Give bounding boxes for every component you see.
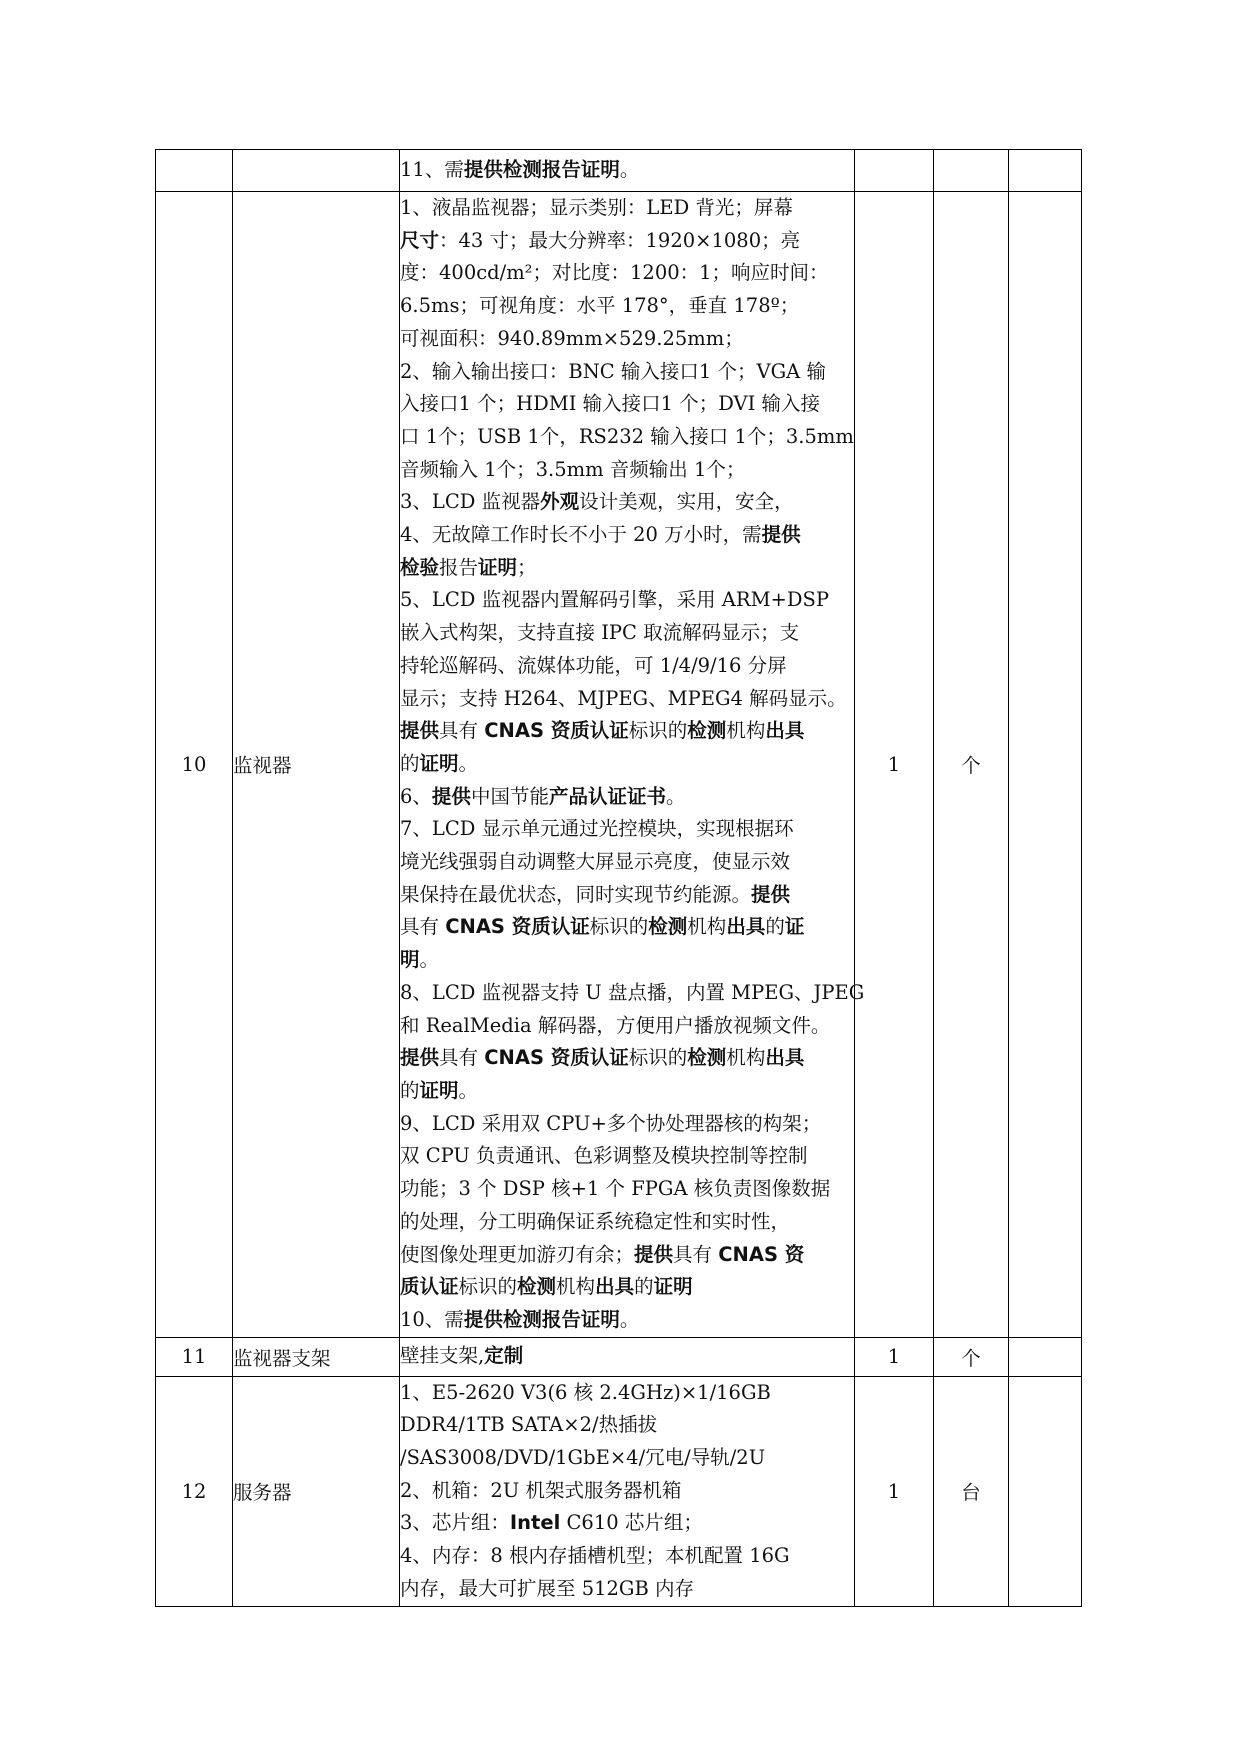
spec-line: 2、机箱：2U 机架式服务器机箱: [400, 1478, 682, 1502]
remark-cell: [1009, 1376, 1082, 1606]
item-name-cell: 监视器支架: [233, 1337, 400, 1376]
spec-line: 入接口1 个；HDMI 输入接口1 个；DVI 输入接: [400, 392, 820, 416]
spec-line: 显示；支持 H264、MJPEG、MPEG4 解码显示。: [400, 686, 847, 710]
spec-line: 音频输入 1个；3.5mm 音频输出 1个；: [400, 457, 746, 481]
spec-line: 和 RealMedia 解码器，方便用户播放视频文件。: [400, 1013, 831, 1037]
unit-cell: 个: [934, 192, 1009, 1338]
spec-line: 具有 CNAS 资质认证标识的检测机构出具的证: [400, 915, 805, 939]
spec-line: 4、内存：8 根内存插槽机型；本机配置 16G: [400, 1544, 790, 1568]
spec-cell: [400, 1337, 855, 1376]
remark-cell: [1009, 150, 1082, 192]
spec-line: 6.5ms；可视角度：水平 178°，垂直 178º；: [400, 294, 800, 318]
quantity-cell: 1: [855, 1337, 934, 1376]
table-row: [156, 1337, 1082, 1376]
spec-line: 尺寸：43 寸；最大分辨率：1920×1080；亮: [400, 228, 801, 252]
row-number-cell: 10: [156, 192, 233, 1338]
table-row: [156, 1376, 1082, 1606]
quantity-cell: [855, 150, 934, 192]
spec-line: DDR4/1TB SATA×2/热插拔: [400, 1413, 658, 1437]
item-name-cell: 服务器: [233, 1376, 400, 1606]
spec-line: 8、LCD 监视器支持 U 盘点播，内置 MPEG、JPEG: [400, 980, 865, 1004]
spec-cell: [400, 192, 865, 1338]
spec-line: 检验报告证明；: [400, 555, 537, 579]
unit-cell: 台: [934, 1376, 1009, 1606]
spec-line: 的处理，分工明确保证系统稳定性和实时性，: [400, 1209, 791, 1233]
unit-cell: 个: [934, 1337, 1009, 1376]
row-number-cell: 12: [156, 1376, 233, 1606]
table-row: [156, 150, 1082, 192]
item-name-cell: [233, 150, 400, 192]
spec-line: 提供具有 CNAS 资质认证标识的检测机构出具: [400, 1046, 805, 1070]
spec-line: 度：400cd/m²；对比度：1200：1；响应时间：: [400, 261, 829, 285]
spec-line: 壁挂支架,定制: [400, 1344, 524, 1368]
spec-line: 嵌入式构架，支持直接 IPC 取流解码显示；支: [400, 621, 800, 645]
quantity-cell: 1: [855, 192, 934, 1338]
row-number-cell: 11: [156, 1337, 233, 1376]
spec-line: 3、芯片组：Intel C610 芯片组；: [400, 1511, 703, 1535]
spec-line: 双 CPU 负责通讯、色彩调整及模块控制等控制: [400, 1144, 808, 1168]
remark-cell: [1009, 192, 1082, 1338]
spec-line: 功能；3 个 DSP 核+1 个 FPGA 核负责图像数据: [400, 1177, 831, 1201]
equipment-spec-table: [155, 149, 1082, 1607]
spec-line: 1、液晶监视器；显示类别：LED 背光；屏幕: [400, 196, 793, 219]
spec-line: 5、LCD 监视器内置解码引擎，采用 ARM+DSP: [400, 588, 829, 612]
spec-line: 使图像处理更加游刃有余；提供具有 CNAS 资: [400, 1242, 805, 1266]
spec-line: 3、LCD 监视器外观设计美观，实用，安全，: [400, 490, 794, 514]
spec-line: 11、需提供检测报告证明。: [400, 158, 640, 182]
row-number-cell: [156, 150, 233, 192]
spec-line: 的证明。: [400, 751, 479, 775]
spec-line: 持轮巡解码、流媒体功能，可 1/4/9/16 分屏: [400, 653, 787, 677]
spec-line: 提供具有 CNAS 资质认证标识的检测机构出具: [400, 719, 805, 743]
item-name-cell: 监视器: [233, 192, 400, 1338]
spec-line: 6、提供中国节能产品认证证书。: [400, 784, 686, 808]
spec-line: 1、E5-2620 V3(6 核 2.4GHz)×1/16GB: [400, 1380, 771, 1404]
spec-cell: [400, 1376, 855, 1606]
table-row: [156, 192, 1082, 1338]
spec-line: 7、LCD 显示单元通过光控模块，实现根据环: [400, 817, 794, 841]
spec-line: 境光线强弱自动调整大屏显示亮度，使显示效: [400, 850, 791, 874]
spec-line: 2、输入输出接口：BNC 输入接口1 个；VGA 输: [400, 359, 826, 383]
spec-line: 10、需提供检测报告证明。: [400, 1307, 640, 1331]
spec-line: 果保持在最优状态，同时实现节约能源。提供: [400, 882, 791, 906]
spec-line: 可视面积：940.89mm×529.25mm；: [400, 326, 744, 350]
spec-line: 口 1个；USB 1个，RS232 输入接口 1个；3.5mm: [400, 424, 854, 448]
spec-line: 明。: [400, 948, 440, 972]
quantity-cell: 1: [855, 1376, 934, 1606]
spec-line: 的证明。: [400, 1078, 479, 1102]
remark-cell: [1009, 1337, 1082, 1376]
spec-line: /SAS3008/DVD/1GbE×4/冗电/导轨/2U: [400, 1446, 766, 1470]
unit-cell: [934, 150, 1009, 192]
spec-line: 内存，最大可扩展至 512GB 内存: [400, 1576, 695, 1600]
spec-line: 9、LCD 采用双 CPU+多个协处理器核的构架；: [400, 1111, 822, 1135]
spec-cell: [400, 150, 855, 192]
spec-line: 质认证标识的检测机构出具的证明: [400, 1275, 693, 1299]
spec-line: 4、无故障工作时长不小于 20 万小时，需提供: [400, 523, 801, 547]
